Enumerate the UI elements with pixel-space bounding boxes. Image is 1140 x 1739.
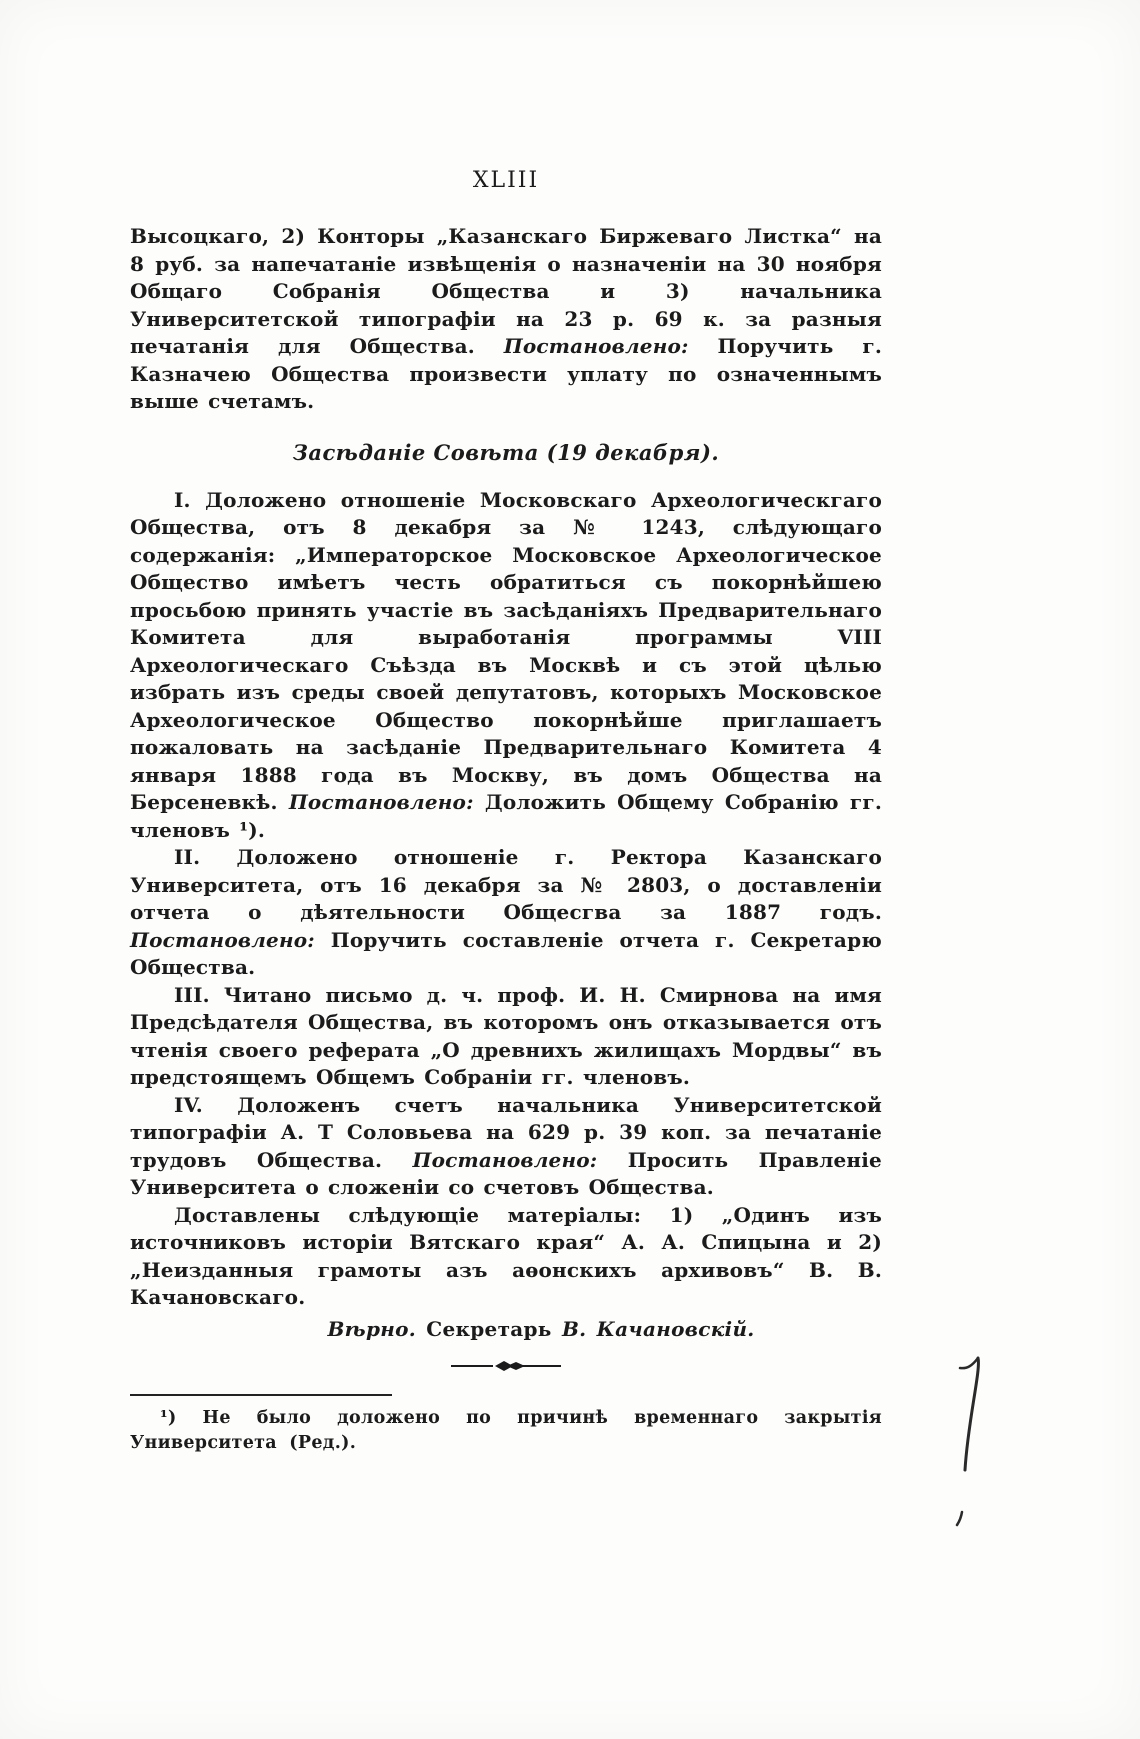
section-heading: Засѣданіе Совѣта (19 декабря). [292, 439, 720, 465]
divider-ornament [130, 1357, 882, 1376]
minute-item-4: IV. Доложенъ счетъ начальника Университетской типографіи А. Т Соловьева на 629 р. 39 коп. за печатаніе трудовъ Общества. Постановлено: Просить Правленіе Университета о сложеніи со счетовъ Общества. [130, 1092, 882, 1199]
materials-paragraph: Доставлены слѣдующіе матеріалы: 1) „Одинъ изъ источниковъ исторіи Вятскаго края“ А. А. Спицына и 2) „Неизданныя грамоты азъ аѳонскихъ архивовъ“ В. В. Качановскаго. [130, 1202, 882, 1309]
minute-item-2: II. Доложено отношеніе г. Ректора Казанскаго Университета, отъ 16 декабря за № 2803, о доставленіи отчета о дѣятельности Общесгва за 1887 годъ. Постановлено: Поручить составленіе отчета г. Секретарю Общества. [130, 845, 882, 979]
page-number: XLIII [472, 168, 540, 193]
signature-line: Вѣрно. Секретарь В. Качановскій. [327, 1316, 755, 1341]
footnote-rule [130, 1394, 392, 1396]
minute-item-1: I. Доложено отношеніе Московскаго Археологическгаго Общества, отъ 8 декабря за № 1243, слѣдующаго содержанія: „Императорское Московское Археологическое Общество имѣетъ честь обратиться съ покорнѣйшею просьбою принять участіе въ засѣданіяхъ Предварительнаго Комитета для выработанія программы VIII Археологическаго Съѣзда въ Москвѣ и съ этой цѣлью избрать изъ среды своей депутатовъ, которыхъ Московское Археологическое Общество покорнѣйше приглашаетъ пожаловать на засѣданіе Предварительнаго Комитета 4 января 1888 года въ Москву, въ домъ Общества на Берсеневкѣ. Постановлено: Доложить Общему Собранію гг. членовъ ¹). [130, 487, 882, 842]
text-column [130, 0, 882, 1456]
minute-item-3: III. Читано письмо д. ч. проф. И. Н. Смирнова на имя Предсѣдателя Общества, въ которомъ онъ отказывается отъ чтенія своего реферата „О древнихъ жилищахъ Мордвы“ въ предстоящемъ Общемъ Собраніи гг. членовъ. [130, 982, 882, 1089]
pen-mark [940, 1350, 1000, 1530]
intro-paragraph: Высоцкаго, 2) Конторы „Казанскаго Биржеваго Листка“ на 8 руб. за напечатаніе извѣщенія о назначеніи на 30 ноября Общаго Собранія Общества и 3) начальника Университетской типографіи на 23 р. 69 к. за разныя печатанія для Общества. Постановлено: Поручить г. Казначею Общества произвести уплату по означеннымъ выше счетамъ. [130, 224, 882, 413]
footnote: ¹) Не было доложено по причинѣ временнаго закрытія Университета (Ред.). [130, 1408, 882, 1453]
